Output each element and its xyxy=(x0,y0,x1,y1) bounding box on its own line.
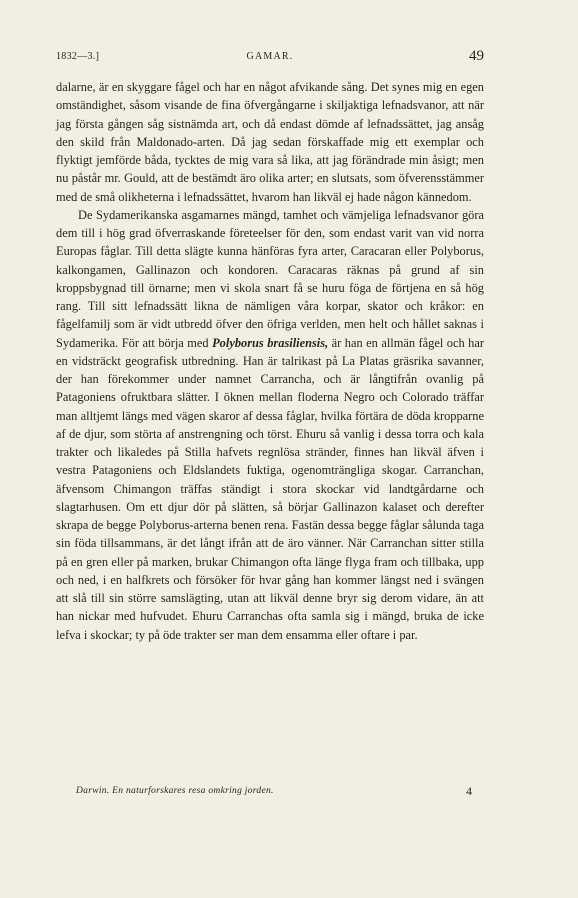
paragraph xyxy=(56,78,484,206)
header-date-range: 1832—3.] xyxy=(56,51,100,62)
body-text xyxy=(56,78,484,644)
printer-signature-line xyxy=(76,784,472,800)
running-header xyxy=(56,49,484,67)
paragraph-text: dalarne, är en skyggare fågel och har en något afvikande sång. Det synes mig en egen omständighet, såsom visande de fina öfvergångarne i skiljaktiga lefnadsvanor, att när jag första gången såg sistnämda art, och då endast dömde af lefnadssättet, jag ansåg den skild från Maldonado-arten. Då jag sedan förskaffade mig ett exemplar och flyktigt jemförde båda, tycktes de mig vara så lika, att jag förändrade min åsigt; men nu påstår mr. Gould, att de bestämdt äro olika arter; en slutsats, som öfverensstämmer med de små olikheterna i lefnadssättet, hvarom han likväl ej hade någon kännedom. xyxy=(56,80,484,204)
species-name: Polyborus brasiliensis, xyxy=(212,335,329,350)
page-number: 49 xyxy=(469,48,484,64)
header-title: GAMAR. xyxy=(246,51,294,62)
signature-number: 4 xyxy=(466,784,472,798)
signature-mark: Darwin. En naturforskares resa omkring jorden. xyxy=(76,786,274,796)
paragraph-text: De Sydamerikanska asgamarnes mängd, tamhet och vämjeliga lefnadsvanor göra dem till i hög grad öfverraskande företeelser för den, som endast varit van vid norra Europas fåglar. Till detta slägte kunna hänföras fyra arter, Caracaran eller Polyborus, kalkongamen, Gallinazon och kondoren. Caracaras räknas på grund af sin kroppsbygnad till örnarne; men vi skola snart få se huru föga de förtjena en så hög rang. Till sitt lefnadssätt likna de nämligen våra korpar, skator och kråkor: en fågelfamilj som är vidt utbredd öfver den öfriga verlden, men helt och hållet saknas i Sydamerika. För att börja med xyxy=(56,207,484,350)
paragraph xyxy=(56,206,484,644)
paragraph-text: är han en allmän fågel och har en vidsträckt geografisk utbredning. Han är talrikast på La Platas gräsrika savanner, der han förekommer under namnet Carrancha, och är långtifrån ovanlig på Patagoniens ofruktbara slätter. I öknen mellan floderna Negro och Colorado träffar man alltjemt längs med vägen skaror af dessa fåglar, hvilka förtära de döda kropparne af de djur, som störta af anstrengning och törst. Ehuru så vanlig i dessa torra och kala trakter och likaledes på Stilla hafvets regnlösa stränder, finnes han likväl äfven i vestra Patagoniens och Eldslandets fuktiga, ogenomträngliga skogar. Carranchan, äfvensom Chimangon träffas ständigt i stora skockar vid landtgårdarne och slagtarhusen. Om ett djur dör på slätten, så börjar Gallinazon kalaset och derefter skrapa de begge Polyborus-arterna benen rena. Fastän dessa begge fåglar sålunda taga sin föda tillsammans, är det långt ifrån att de äro vänner. När Carranchan sitter stilla på en gren eller på marken, brukar Chimangon ofta länge flyga fram och tillbaka, upp och ned, i en halfkrets och försöker för hvar gång han kommer längst ned i svängen att slå till sin större samslägting, utan att likväl denne bryr sig derom vidare, än att han nickar med hufvudet. Ehuru Carranchas ofta samla sig i mängd, bruka de icke lefva i skockar; ty på öde trakter ser man dem ensamma eller oftare i par. xyxy=(56,335,484,642)
